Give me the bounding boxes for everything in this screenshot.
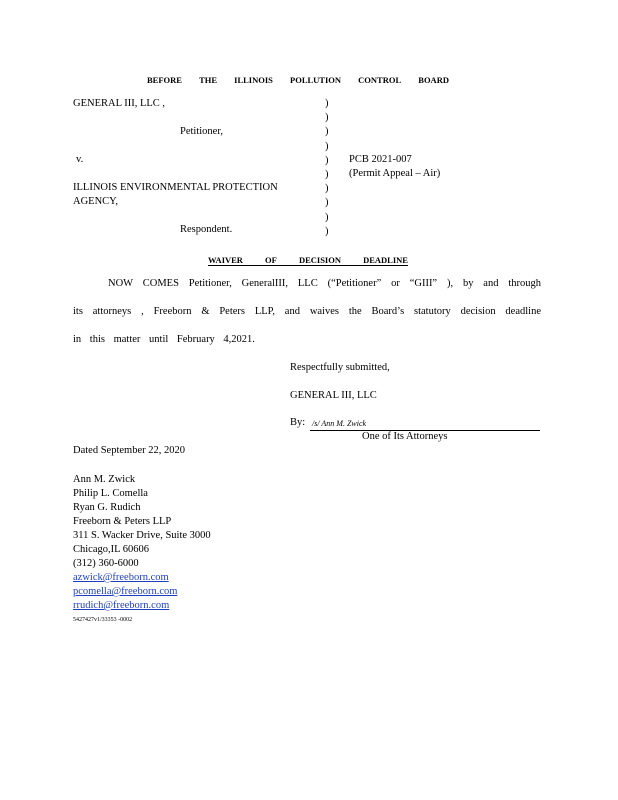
document-id: 5427427v1/33353 -0002 — [73, 617, 133, 623]
email-link[interactable]: rrudich@freeborn.com — [73, 600, 170, 611]
respondent-name-line1: ILLINOIS ENVIRONMENTAL PROTECTION — [73, 182, 278, 193]
attorney-line: 311 S. Wacker Drive, Suite 3000 — [73, 530, 211, 541]
title-word: CONTROL — [358, 75, 402, 85]
heading-word: DEADLINE — [363, 255, 408, 265]
title-word: BEFORE — [147, 75, 182, 85]
respondent-role: Respondent. — [180, 224, 233, 235]
respondent-name-line2: AGENCY, — [73, 196, 119, 207]
attorney-line: Ryan G. Rudich — [73, 502, 141, 513]
paren: ) — [325, 168, 329, 180]
attorney-line: Ann M. Zwick — [73, 474, 136, 485]
case-type: (Permit Appeal – Air) — [349, 168, 441, 179]
heading-word: OF — [265, 255, 277, 265]
attorney-line: Chicago,IL 60606 — [73, 544, 150, 555]
title-word: BOARD — [418, 75, 449, 85]
board-title — [147, 75, 449, 85]
dated-line: Dated September 22, 2020 — [73, 445, 185, 456]
document-heading — [208, 255, 408, 266]
signature-capacity: One of Its Attorneys — [362, 431, 448, 442]
paren: ) — [325, 183, 329, 195]
attorney-line: Philip L. Comella — [73, 488, 148, 499]
signature-entity: GENERAL III, LLC — [290, 390, 377, 401]
attorney-block — [73, 473, 211, 627]
case-number: PCB 2021-007 — [349, 154, 412, 165]
attorney-line: Freeborn & Peters LLP — [73, 516, 172, 527]
paren: ) — [325, 197, 329, 209]
attorney-line: (312) 360-6000 — [73, 558, 139, 569]
signature-by-label: By: — [290, 417, 306, 428]
petitioner-role: Petitioner, — [180, 126, 224, 137]
caption-parens — [325, 97, 335, 239]
title-word: ILLINOIS — [234, 75, 273, 85]
body-paragraph: NOW COMES Petitioner, GeneralIII, LLC (“Petitioner” or “GIII” ), by and through its attorneys , Freeborn & Peters LLP, and waives the Board’s statutory decision deadline in this matter until February 4,2021. — [73, 278, 541, 345]
heading-word: WAIVER — [208, 255, 243, 265]
versus: v. — [76, 154, 84, 165]
heading-word: DECISION — [298, 255, 341, 265]
paren: ) — [325, 225, 329, 237]
paren: ) — [325, 98, 329, 109]
paren: ) — [325, 154, 329, 166]
paren: ) — [325, 112, 329, 124]
title-word: THE — [199, 75, 218, 85]
paren: ) — [325, 126, 329, 138]
paren: ) — [325, 211, 329, 223]
signature-closing: Respectfully submitted, — [290, 362, 390, 373]
email-link[interactable]: azwick@freeborn.com — [73, 572, 169, 583]
title-word: POLLUTION — [290, 75, 342, 85]
email-link[interactable]: pcomella@freeborn.com — [73, 586, 178, 597]
paren: ) — [325, 140, 329, 152]
petitioner-name: GENERAL III, LLC , — [73, 98, 166, 109]
signature-name: /s/ Ann M. Zwick — [312, 419, 367, 428]
